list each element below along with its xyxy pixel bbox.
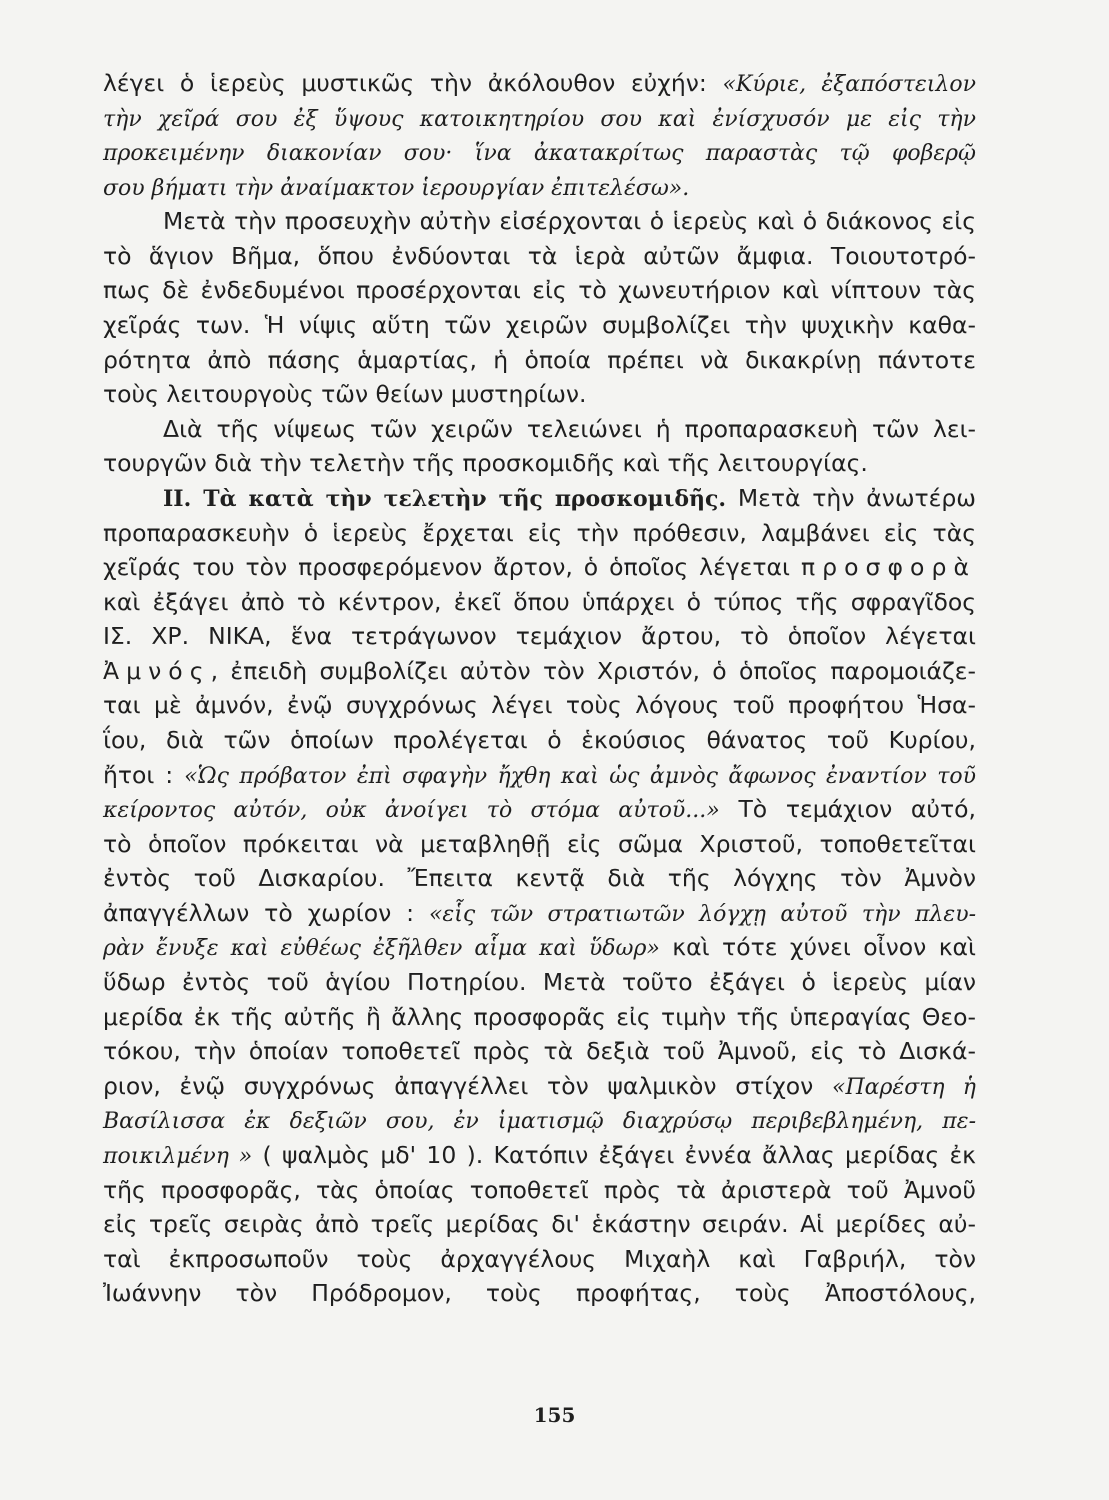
spaced-term: Ἀμνός — [103, 656, 211, 685]
text-line — [103, 1103, 976, 1138]
text-line — [103, 204, 976, 239]
text-run: ὕδωρ ἐντὸς τοῦ ἁγίου Ποτηρίου. Μετὰ τοῦτο ἐξάγει ὁ ἱερεὺς μίαν — [103, 968, 976, 997]
text-run: ται μὲ ἀμνόν, ἐνῷ συγχρόνως λέγει τοὺς λόγους τοῦ προφήτου Ἡσα- — [103, 691, 976, 720]
text-line — [103, 654, 976, 689]
text-line — [103, 723, 976, 758]
text-run: ἤτοι : — [103, 760, 185, 789]
text-run: Μετὰ τὴν ἀνωτέρω — [726, 483, 976, 512]
text-run: χεῖράς των. Ἡ νίψις αὕτη τῶν χειρῶν συμβολίζει τὴν ψυχικὴν καθα- — [103, 311, 976, 340]
text-line — [103, 896, 976, 931]
text-run: τουργῶν διὰ τὴν τελετὴν τῆς προσκομιδῆς καὶ τῆς λειτουργίας. — [103, 449, 868, 478]
text-run: ΙΣ. ΧΡ. ΝΙΚΑ, ἕνα τετράγωνον τεμάχιον ἄρτου, τὸ ὁποῖον λέγεται — [103, 622, 976, 651]
text-run: ΐου, διὰ τῶν ὁποίων προλέγεται ὁ ἑκούσιος θάνατος τοῦ Κυρίου, — [103, 725, 976, 754]
text-line — [103, 861, 976, 896]
text-line — [103, 1069, 976, 1104]
text-line — [103, 101, 976, 136]
text-line — [103, 1276, 976, 1311]
italic-quote: «Παρέστη ἡ — [831, 1074, 976, 1100]
text-run: τὸ ἅγιον Βῆμα, ὅπου ἐνδύονται τὰ ἱερὰ αὐτῶν ἄμφια. Τοιουτοτρό- — [103, 241, 976, 270]
text-run: πως δὲ ἐνδεδυμένοι προσέρχονται εἰς τὸ χωνευτήριον καὶ νίπτουν τὰς — [103, 276, 976, 305]
text-line — [103, 343, 976, 378]
italic-quote: προκειμένην διακονίαν σου· ἵνα ἀκατακρίτως παραστὰς τῷ φοβερῷ — [103, 141, 976, 167]
text-run: Ἰωάννην τὸν Πρόδρομον, τοὺς προφήτας, τοὺς Ἀποστόλους, — [103, 1279, 976, 1308]
text-line — [103, 1138, 976, 1173]
text-run: ἀπαγγέλλων τὸ χωρίον : — [103, 898, 429, 927]
text-line — [103, 377, 976, 412]
text-line — [103, 688, 976, 723]
text-run: εἰς τρεῖς σειρὰς ἀπὸ τρεῖς μερίδας δι' ἑκάστην σειράν. Αἱ μερίδες αὐ- — [103, 1210, 976, 1239]
text-run: προπαρασκευὴν ὁ ἱερεὺς ἔρχεται εἰς τὴν πρόθεσιν, λαμβάνει εἰς τὰς — [103, 518, 976, 547]
italic-quote: τὴν χεῖρά σου ἐξ ὕψους κατοικητηρίου σου καὶ ἐνίσχυσόν με εἰς τὴν — [103, 106, 976, 132]
text-line — [103, 516, 976, 551]
text-run: ( ψαλμὸς μδ' 10 ). Κατόπιν ἐξάγει ἐννέα ἄλλας μερίδας ἐκ — [252, 1140, 976, 1169]
text-run: ἐντὸς τοῦ Δισκαρίου. Ἔπειτα κεντᾷ διὰ τῆς λόγχης τὸν Ἀμνὸν — [103, 864, 976, 893]
text-line — [103, 170, 976, 205]
text-line — [103, 481, 976, 516]
text-run: τόκου, τὴν ὁποίαν τοποθετεῖ πρὸς τὰ δεξιὰ τοῦ Ἀμνοῦ, εἰς τὸ Δισκά- — [103, 1037, 976, 1066]
text-line — [103, 585, 976, 620]
section-heading: ΙΙ. Τὰ κατὰ τὴν τελετὴν τῆς προσκομιδῆς. — [163, 485, 727, 512]
italic-quote: «εἷς τῶν στρατιωτῶν λόγχῃ αὐτοῦ τὴν πλευ- — [428, 901, 977, 927]
italic-quote: ρὰν ἔνυξε καὶ εὐθέως ἐξῆλθεν αἷμα καὶ ὕδωρ» — [103, 936, 660, 962]
text-run: χεῖράς του τὸν προσφερόμενον ἄρτον, ὁ ὁποῖος λέγεται — [103, 553, 801, 582]
text-run: ριον, ἐνῷ συγχρόνως ἀπαγγέλλει τὸν ψαλμικὸν στίχον — [103, 1071, 832, 1100]
text-line — [103, 550, 976, 585]
text-line — [103, 412, 976, 447]
italic-quote: κείροντος αὐτόν, οὐκ ἀνοίγει τὸ στόμα αὐτοῦ...» — [103, 798, 720, 824]
text-run: τῆς προσφορᾶς, τὰς ὁποίας τοποθετεῖ πρὸς τὰ ἀριστερὰ τοῦ Ἀμνοῦ — [103, 1175, 976, 1204]
text-line — [103, 1000, 976, 1035]
text-line — [103, 66, 976, 101]
text-line — [103, 930, 976, 965]
text-run: λέγει ὁ ἱερεὺς μυστικῶς τὴν ἀκόλουθον εὐχήν: — [103, 69, 723, 97]
italic-quote: «Ὡς πρόβατον ἐπὶ σφαγὴν ἤχθη καὶ ὡς ἀμνὸς ἄφωνος ἐναντίον τοῦ — [184, 763, 976, 789]
text-line — [103, 239, 976, 274]
italic-quote: σου βήματι τὴν ἀναίμακτον ἱερουργίαν ἐπιτελέσω». — [103, 175, 690, 201]
body-text — [103, 66, 976, 1311]
text-line — [103, 792, 976, 827]
spaced-term: προσφορὰ — [800, 553, 976, 582]
italic-quote: «Κύριε, ἐξαπόστειλον — [722, 72, 976, 97]
text-line — [103, 619, 976, 654]
italic-quote: Βασίλισσα ἐκ δεξιῶν σου, ἐν ἱματισμῷ διαχρύσῳ περιβεβλημένη, πε- — [103, 1109, 976, 1135]
text-run: Μετὰ τὴν προσευχὴν αὐτὴν εἰσέρχονται ὁ ἱερεὺς καὶ ὁ διάκονος εἰς — [163, 207, 976, 236]
text-run: ρότητα ἀπὸ πάσης ἁμαρτίας, ἡ ὁποία πρέπει νὰ δικακρίνῃ πάντοτε — [103, 345, 976, 374]
text-run: Διὰ τῆς νίψεως τῶν χειρῶν τελειώνει ἡ προπαρασκευὴ τῶν λει- — [163, 414, 976, 443]
text-line — [103, 965, 976, 1000]
text-line — [103, 273, 976, 308]
text-run: ταὶ ἐκπροσωποῦν τοὺς ἀρχαγγέλους Μιχαὴλ καὶ Γαβριήλ, τὸν — [103, 1244, 976, 1273]
text-run: Τὸ τεμάχιον αὐτό, — [719, 795, 976, 824]
text-run: καὶ τότε χύνει οἶνον καὶ — [659, 933, 977, 962]
text-line — [103, 446, 976, 481]
text-line — [103, 1034, 976, 1069]
text-line — [103, 1242, 976, 1277]
text-run: μερίδα ἐκ τῆς αὐτῆς ἢ ἄλλης προσφορᾶς εἰς τιμὴν τῆς ὑπεραγίας Θεο- — [103, 1002, 976, 1031]
italic-quote: ποικιλμένη » — [103, 1143, 253, 1169]
text-line — [103, 308, 976, 343]
text-line — [103, 1173, 976, 1208]
text-run: τὸ ὁποῖον πρόκειται νὰ μεταβληθῇ εἰς σῶμα Χριστοῦ, τοποθετεῖται — [103, 829, 976, 858]
text-line — [103, 827, 976, 862]
page-number: 155 — [533, 1403, 576, 1427]
text-line — [103, 758, 976, 793]
text-run: τοὺς λειτουργοὺς τῶν θείων μυστηρίων. — [103, 380, 587, 409]
text-line — [103, 1207, 976, 1242]
text-line — [103, 135, 976, 170]
text-run: καὶ ἐξάγει ἀπὸ τὸ κέντρον, ἐκεῖ ὅπου ὑπάρχει ὁ τύπος τῆς σφραγῖδος — [103, 587, 976, 616]
text-run: , ἐπειδὴ συμβολίζει αὐτὸν τὸν Χριστόν, ὁ ὁποῖος παρομοιάζε- — [210, 656, 976, 685]
